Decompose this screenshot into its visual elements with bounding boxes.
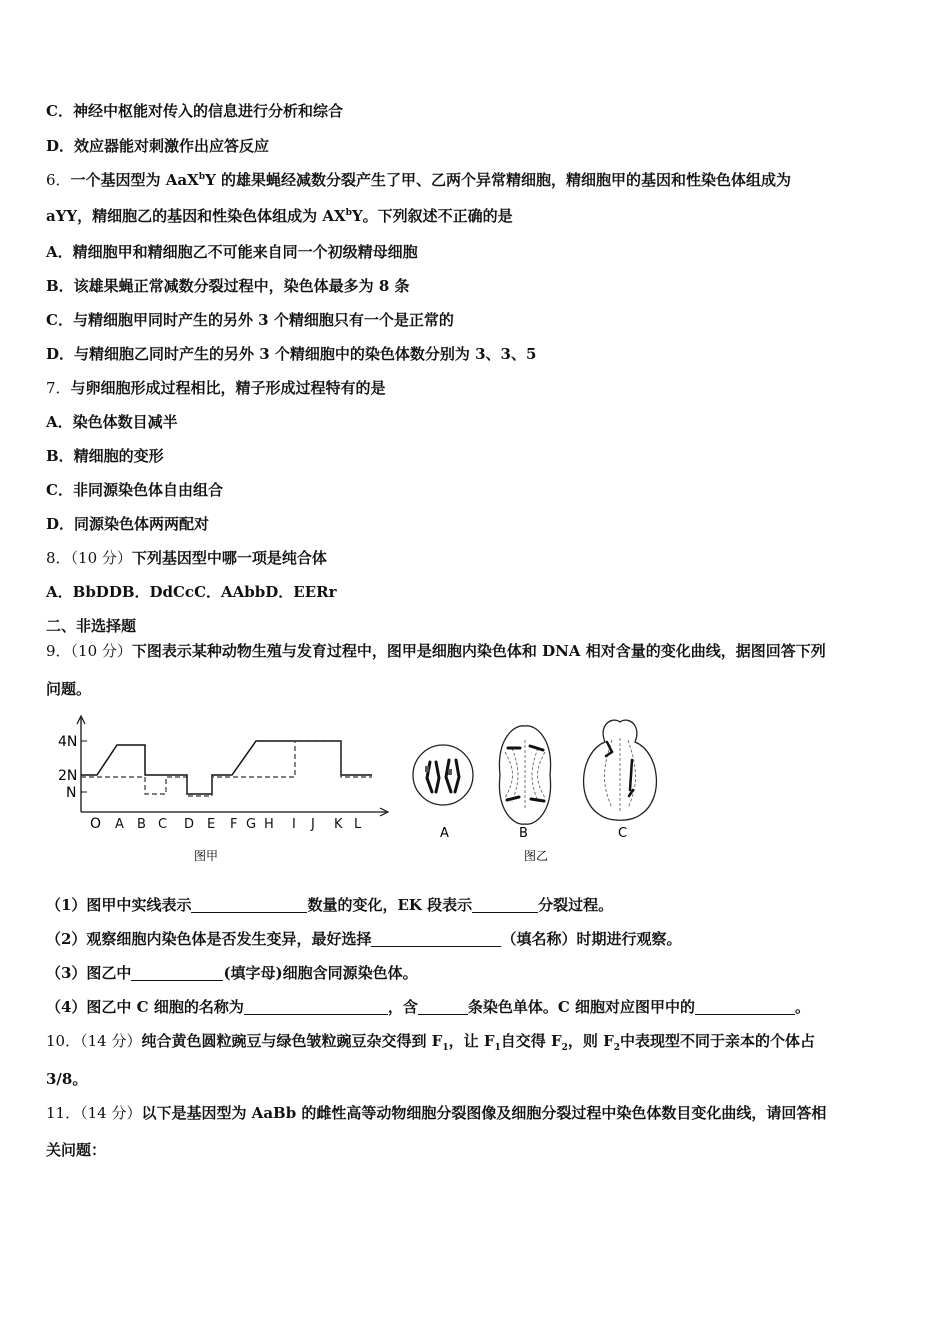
cell-c-label: C (618, 826, 628, 841)
q9-score: （10 分） (70, 642, 132, 660)
q11-stem-line2: 关问题： (46, 1141, 107, 1159)
x-label-k: K (334, 817, 343, 832)
x-label-j: J (311, 817, 315, 832)
q10-answer: 3/8。 (46, 1070, 88, 1088)
q9-sub3-a: （3）图乙中 (46, 964, 132, 982)
q5-option-c: C．神经中枢能对传入的信息进行分析和综合 (46, 102, 343, 120)
q6-genotype1: AaX (165, 171, 199, 189)
cell-b-label: B (519, 826, 528, 841)
q6-text-a: 一个基因型为 (70, 171, 161, 189)
answer-blank[interactable] (695, 998, 795, 1015)
x-label-i: I (292, 817, 296, 832)
x-label-l: L (354, 817, 362, 832)
q6-option-b: B．该雄果蝇正常减数分裂过程中，染色体最多为 8 条 (46, 277, 410, 295)
q6-text-d: Y。下列叙述不正确的是 (351, 207, 513, 225)
q11-stem-line1 (46, 1103, 826, 1123)
x-label-f: F (230, 817, 238, 832)
q6-genotype1-y: Y (205, 171, 216, 189)
x-label-g: G (246, 817, 257, 832)
q9-sub2-b: （填名称）时期进行观察。 (501, 930, 682, 948)
q10-number: 10． (46, 1032, 81, 1050)
q10-score: （14 分） (80, 1032, 142, 1050)
answer-blank[interactable] (472, 896, 538, 913)
q9-sub1-c: 分裂过程。 (538, 896, 614, 914)
q6-text-b: 的雄果蝇经减数分裂产生了甲、乙两个异常精细胞，精细胞甲的基因和性染色体组成为 (221, 171, 792, 189)
q7-text: 与卵细胞形成过程相比，精子形成过程特有的是 (70, 379, 386, 397)
solid-series-line (81, 741, 372, 794)
answer-blank[interactable] (371, 930, 501, 947)
q11-text-a: 以下是基因型为 AaBb 的雌性高等动物细胞分裂图像及细胞分裂过程中染色体数目变化曲线，请回答相 (141, 1104, 827, 1122)
q7-option-b: B．精细胞的变形 (46, 447, 164, 465)
q10-text-d: ，则 F (567, 1032, 614, 1050)
q9-sub2 (46, 929, 681, 949)
q10-text-e: 中表现型不同于亲本的个体占 (620, 1032, 816, 1050)
q6-option-a: A．精细胞甲和精细胞乙不可能来自同一个初级精母细胞 (46, 243, 418, 261)
q9-sub3-b: (填字母)细胞含同源染色体。 (223, 964, 418, 982)
x-label-e: E (207, 817, 216, 832)
q9-sub4-b: ，含 (387, 998, 418, 1016)
q9-sub1-b: 数量的变化，EK 段表示 (307, 896, 473, 914)
answer-blank[interactable] (418, 998, 468, 1015)
answer-blank[interactable] (191, 896, 307, 913)
q10-stem (46, 1031, 815, 1051)
q11-score: （14 分） (80, 1104, 142, 1122)
q10-sub1: 1 (442, 1043, 449, 1053)
q9-sub4-d: 。 (795, 998, 811, 1016)
x-label-d: D (184, 817, 195, 832)
q8-score: （10 分） (70, 549, 132, 567)
q7-number: 7． (46, 379, 71, 397)
q7-option-c: C．非同源染色体自由组合 (46, 481, 223, 499)
q8-number: 8． (46, 549, 71, 567)
q6-option-c: C．与精细胞甲同时产生的另外 3 个精细胞只有一个是正常的 (46, 311, 454, 329)
q10-text-b: ，让 F (448, 1032, 495, 1050)
x-label-h: H (264, 817, 274, 832)
q10-sub2: 1 (494, 1043, 501, 1053)
caption-yi: 图乙 (524, 849, 549, 863)
q6-genotype1-sup: b (198, 172, 206, 182)
q11-number: 11． (46, 1104, 81, 1122)
cell-a (413, 745, 473, 805)
q7-option-d: D．同源染色体两两配对 (46, 515, 210, 533)
caption-jia: 图甲 (194, 849, 219, 863)
x-label-a: A (115, 817, 124, 832)
q9-sub4-a: （4）图乙中 C 细胞的名称为 (46, 998, 244, 1016)
section-2-heading: 二、非选择题 (46, 617, 137, 635)
q9-sub2-a: （2）观察细胞内染色体是否发生变异，最好选择 (46, 930, 372, 948)
y-label-n: N (66, 785, 77, 801)
q9-number: 9． (46, 642, 71, 660)
q10-sub4: 2 (613, 1043, 621, 1053)
q7-option-a: A．染色体数目减半 (46, 413, 178, 431)
cell-c (584, 720, 657, 820)
q9-sub1-a: （1）图甲中实线表示 (46, 896, 192, 914)
dashed-series-line (81, 741, 372, 796)
q6-genotype2-sup: b (345, 208, 352, 218)
q6-text-c: aYY，精细胞乙的基因和性染色体组成为 (46, 207, 318, 225)
q9-text-a: 下图表示某种动物生殖与发育过程中，图甲是细胞内染色体和 DNA 相对含量的变化曲线，据图回答下列 (131, 642, 826, 660)
q9-stem-line2: 问题。 (46, 680, 92, 698)
q10-text-a: 纯合黄色圆粒豌豆与绿色皱粒豌豆杂交得到 F (141, 1032, 443, 1050)
x-tick-labels (115, 817, 362, 832)
q9-sub3 (46, 963, 418, 983)
q9-sub4 (46, 997, 810, 1017)
cell-b (499, 726, 550, 824)
q9-sub1 (46, 895, 613, 915)
answer-blank[interactable] (244, 998, 388, 1015)
y-label-4n: 4N (58, 734, 78, 750)
q6-number: 6． (46, 171, 71, 189)
y-label-2n: 2N (58, 768, 78, 784)
cell-a-label: A (440, 826, 449, 841)
q5-option-d: D．效应器能对刺激作出应答反应 (46, 137, 270, 155)
figure-jia-chart (77, 716, 388, 816)
q9-sub4-c: 条染色单体。C 细胞对应图甲中的 (467, 998, 696, 1016)
origin-label: O (90, 816, 102, 832)
q6-option-d: D．与精细胞乙同时产生的另外 3 个精细胞中的染色体数分别为 3、3、5 (46, 345, 537, 363)
x-label-b: B (137, 817, 146, 832)
q8-options: A．BbDDB．DdCcC．AAbbD．EERr (46, 583, 337, 601)
answer-blank[interactable] (131, 964, 223, 981)
q6-genotype2: AX (322, 207, 346, 225)
q8-text: 下列基因型中哪一项是纯合体 (131, 549, 327, 567)
q10-text-c: 自交得 F (500, 1032, 562, 1050)
q10-sub3: 2 (561, 1043, 568, 1053)
x-label-c: C (158, 817, 168, 832)
